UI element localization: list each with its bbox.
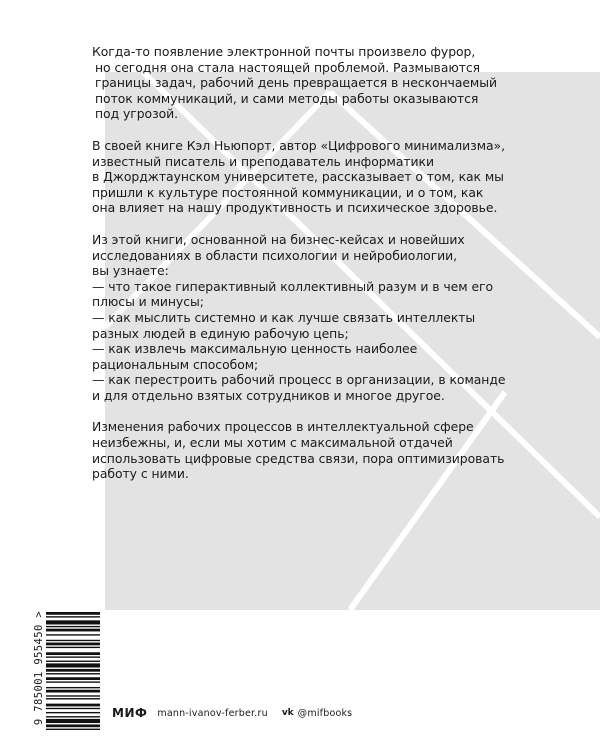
bullet-list (92, 279, 512, 404)
barcode-digits: 9 785001 955450 > (33, 610, 45, 726)
paragraph-3-intro: Из этой книги, основанной на бизнес-кейсах и новейших исследованиях в области психологии и нейробиологии, вы узнаете: (92, 231, 465, 279)
barcode-bar (46, 690, 100, 693)
barcode-bar (46, 729, 100, 730)
back-cover-text (92, 44, 512, 498)
barcode-bar (46, 620, 100, 624)
barcode-bar (46, 629, 100, 632)
isbn-barcode (30, 612, 100, 730)
publisher-site-link[interactable]: mann-ivanov-ferber.ru (157, 707, 268, 719)
publisher-logo: МИФ (112, 706, 148, 720)
barcode-bar (46, 716, 100, 717)
barcode-bar (46, 724, 100, 727)
barcode-bar (46, 663, 100, 667)
barcode-bar (46, 708, 100, 709)
barcode-bar (46, 634, 100, 635)
barcode-bar (46, 640, 100, 641)
list-item: — как перестроить рабочий процесс в организации, в команде и для отдельно взятых сотрудников и многое другое. (92, 372, 506, 403)
barcode-bar (46, 612, 100, 615)
barcode-bar (46, 719, 100, 723)
barcode-bar (46, 673, 100, 674)
paragraph-1: Когда-то появление электронной почты произвело фурор, но сегодня она стала настоящей проблемой. Размываются границы задач, рабочий день превращается в нескончаемый поток коммуникаций, и сами методы работы оказываются под угрозой. (92, 44, 497, 122)
barcode-bar (46, 677, 100, 680)
barcode-bar (46, 616, 100, 617)
list-item: — что такое гиперактивный коллективный разум и в чем его плюсы и минусы; (92, 278, 494, 310)
barcode-bar (46, 698, 100, 699)
barcode-bar (46, 643, 100, 646)
vk-icon: vk (281, 708, 294, 718)
barcode-bar (46, 712, 100, 713)
paragraph-4: Изменения рабочих процессов в интеллектуальной сфере неизбежны, и, если мы хотим с максимальной отдачей использовать цифровые средства связи, пора оптимизировать работу с ними. (92, 419, 505, 482)
barcode-bar (46, 669, 100, 672)
barcode-bar (46, 695, 100, 696)
publisher-footer (112, 705, 352, 721)
barcode-bar (46, 647, 100, 648)
list-item: — как мыслить системно и как лучше связать интеллекты разных людей в единую рабочую цепь; (92, 309, 476, 341)
barcode-bar (46, 661, 100, 662)
barcode-bar (46, 652, 100, 655)
barcode-bars (46, 612, 100, 730)
barcode-bar (46, 687, 100, 688)
social-handle[interactable]: @mifbooks (297, 707, 353, 719)
barcode-bar (46, 681, 100, 682)
barcode-bar (46, 656, 100, 657)
barcode-bar (46, 626, 100, 627)
barcode-bar (46, 704, 100, 707)
paragraph-2: В своей книге Кэл Ньюпорт, автор «Цифрового минимализма», известный писатель и преподаватель информатики в Джорджтаунском университете, рассказывает о том, как мы пришли к культуре постоянной коммуникации, и о том, как она влияет на нашу продуктивность и психическое здоровье. (92, 137, 505, 216)
list-item: — как извлечь максимальную ценность наиболее рациональным способом; (92, 341, 418, 372)
